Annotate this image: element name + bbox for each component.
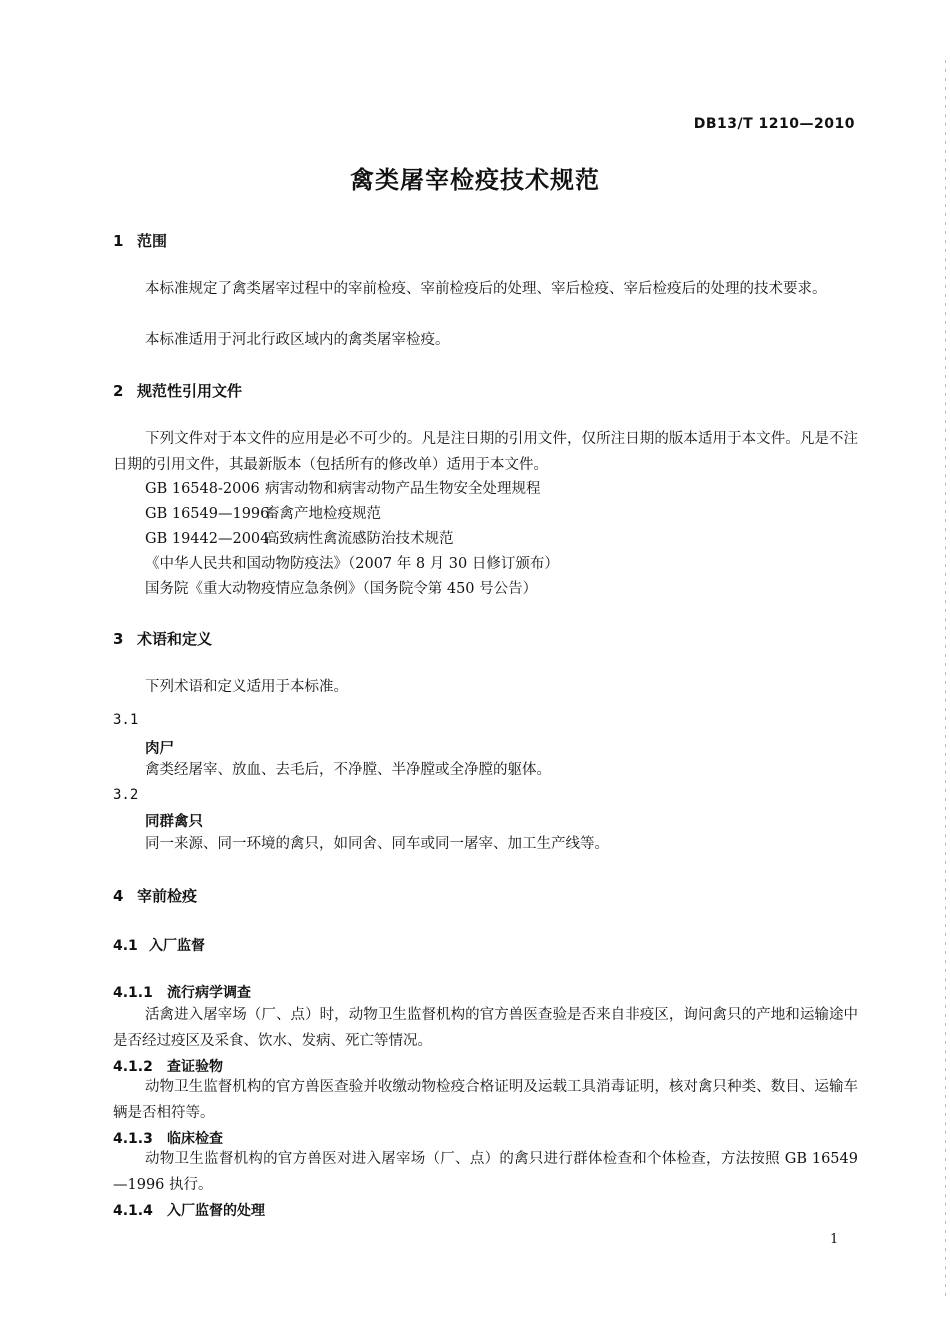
reference-name: 病害动物和病害动物产品生物安全处理规程 [265,481,541,497]
paragraph: 本标准规定了禽类屠宰过程中的宰前检疫、宰前检疫后的处理、宰后检疫、宰后检疫后的处理的技术要求。 [145,281,827,297]
paragraph: 动物卫生监督机构的官方兽医对进入屠宰场（厂、点）的禽只进行群体检查和个体检查，方法按照 GB 16549—1996 执行。 [113,1151,858,1193]
reference-code: GB 16549—1996 [145,506,270,522]
paragraph: 活禽进入屠宰场（厂、点）时，动物卫生监督机构的官方兽医查验是否来自非疫区，询问禽只的产地和运输途中是否经过疫区及采食、饮水、发病、死亡等情况。 [113,1007,858,1049]
subsection-4-1-2-heading [113,1056,223,1076]
subsection-number: 4.1.2 [113,1059,153,1075]
subsection-4-1-heading [113,935,205,955]
subsection-title: 查证验物 [167,1059,223,1075]
reference-name: 高致病性禽流感防治技术规范 [265,531,454,547]
subsection-number: 4.1.1 [113,985,153,1001]
subsection-number: 4.1 [113,938,138,954]
subsection-4-1-1-heading [113,982,251,1002]
reference-item [145,476,541,502]
scan-edge [945,60,946,1300]
reference-item [145,526,454,552]
reference-name: 畜禽产地检疫规范 [265,506,381,522]
subsection-title: 流行病学调查 [167,985,251,1001]
subsection-title: 临床检查 [167,1131,223,1147]
paragraph: 本标准适用于河北行政区域内的禽类屠宰检疫。 [145,332,450,348]
page-number: 1 [830,1232,839,1247]
reference-code: GB 16548-2006 [145,481,260,497]
subsection-title: 入厂监督的处理 [167,1203,265,1219]
term-definition: 禽类经屠宰、放血、去毛后，不净膛、半净膛或全净膛的躯体。 [145,762,551,778]
paragraph: 下列文件对于本文件的应用是必不可少的。凡是注日期的引用文件，仅所注日期的版本适用于本文件。凡是不注日期的引用文件，其最新版本（包括所有的修改单）适用于本文件。 [113,431,858,473]
subsection-4-1-4-heading [113,1200,265,1220]
section-title: 宰前检疫 [137,887,198,905]
section-number: 4 [113,887,124,905]
subsection-number: 4.1.3 [113,1131,153,1147]
document-title: 禽类屠宰检疫技术规范 [350,166,600,194]
section-number: 3 [113,630,124,648]
document-code: DB13/T 1210—2010 [693,116,855,132]
section-title: 规范性引用文件 [137,382,243,400]
section-4-heading [113,885,197,906]
term-name: 同群禽只 [145,814,203,830]
section-title: 术语和定义 [137,630,213,648]
subsection-4-1-3-heading [113,1128,223,1148]
reference-law: 《中华人民共和国动物防疫法》（2007 年 8 月 30 日修订颁布） [145,556,559,572]
section-3-heading [113,628,212,649]
reference-item [145,501,381,527]
section-number: 1 [113,232,124,250]
subsection-title: 入厂监督 [149,938,205,954]
term-number: 3.1 [113,712,139,728]
section-title: 范围 [137,232,168,250]
section-number: 2 [113,382,124,400]
reference-law: 国务院《重大动物疫情应急条例》（国务院令第 450 号公告） [145,581,538,597]
section-2-heading [113,380,242,401]
term-definition: 同一来源、同一环境的禽只，如同舍、同车或同一屠宰、加工生产线等。 [145,836,609,852]
section-1-heading [113,230,167,251]
reference-code: GB 19442—2004 [145,531,270,547]
term-number: 3.2 [113,787,139,803]
paragraph: 动物卫生监督机构的官方兽医查验并收缴动物检疫合格证明及运载工具消毒证明，核对禽只种类、数目、运输车辆是否相符等。 [113,1079,858,1121]
term-name: 肉尸 [145,741,174,757]
subsection-number: 4.1.4 [113,1203,153,1219]
paragraph: 下列术语和定义适用于本标准。 [145,679,348,695]
